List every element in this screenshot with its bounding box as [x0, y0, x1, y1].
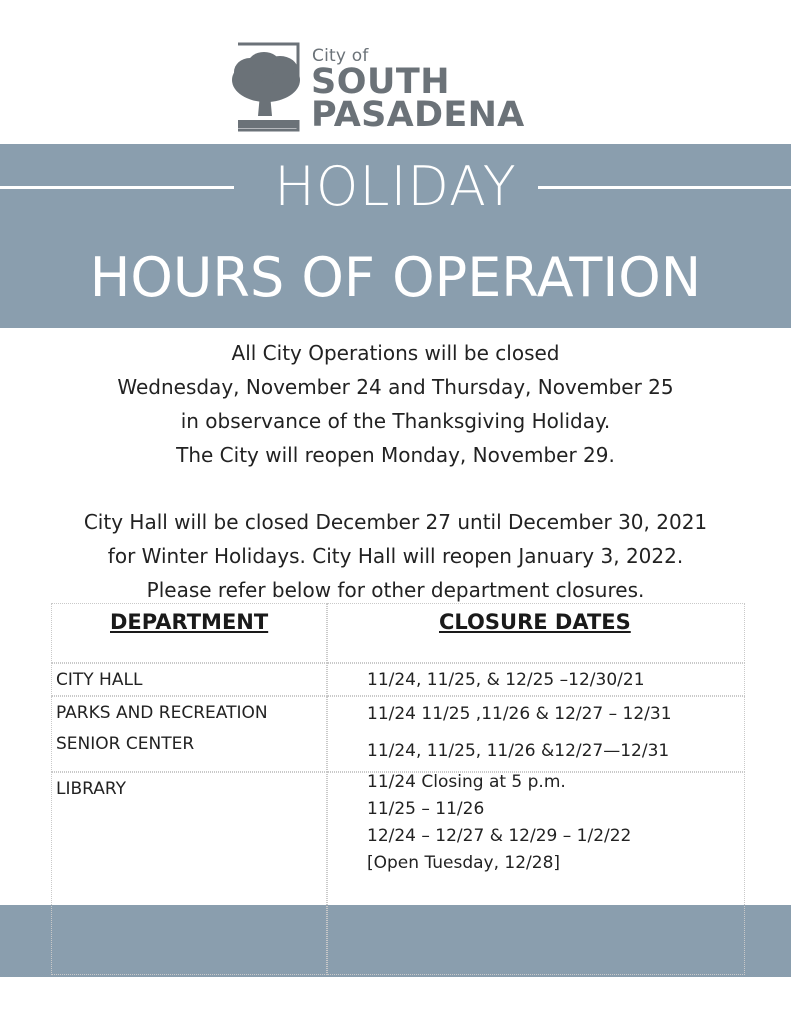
table-row: [51, 772, 327, 975]
title-banner: [0, 144, 791, 328]
city-logo: [228, 42, 558, 136]
row-dates: 11/24, 11/25, & 12/25 –12/30/21: [367, 670, 645, 690]
table-header-cell: [327, 603, 745, 663]
notice-line: City Hall will be closed December 27 until December 30, 2021: [83, 510, 708, 534]
row-department: CITY HALL: [56, 670, 143, 690]
thanksgiving-notice: [0, 336, 791, 472]
notice-line: Please refer below for other department closures.: [146, 578, 645, 602]
banner-title-holiday: HOLIDAY: [274, 155, 517, 218]
notice-line: The City will reopen Monday, November 29.: [176, 443, 615, 467]
winter-notice: [0, 505, 791, 607]
notice-line: for Winter Holidays. City Hall will reopen January 3, 2022.: [107, 544, 684, 568]
header-closure-dates: CLOSURE DATES: [439, 610, 631, 634]
row-dates: 12/24 – 12/27 & 12/29 – 1/2/22: [367, 826, 632, 846]
row-dates: 11/24, 11/25, 11/26 &12/27—12/31: [367, 741, 670, 761]
logo-pasadena: PASADENA: [311, 95, 525, 135]
banner-title-hours: HOURS OF OPERATION: [89, 246, 702, 309]
row-dates: 11/24 Closing at 5 p.m.: [367, 772, 566, 792]
row-dates: [Open Tuesday, 12/28]: [367, 853, 561, 873]
row-department: SENIOR CENTER: [56, 734, 195, 754]
header-department: DEPARTMENT: [110, 610, 269, 634]
logo-south: SOUTH: [311, 62, 451, 102]
closure-table: [51, 603, 745, 975]
row-dates: 11/24 11/25 ,11/26 & 12/27 – 12/31: [367, 704, 672, 724]
logo-city-of: City of: [312, 46, 369, 66]
row-department: PARKS AND RECREATION: [56, 703, 268, 723]
notice-line: Wednesday, November 24 and Thursday, November 25: [117, 375, 674, 399]
row-dates: 11/25 – 11/26: [367, 799, 485, 819]
tree-icon: [228, 42, 302, 132]
row-department: LIBRARY: [56, 779, 127, 799]
notice-line: in observance of the Thanksgiving Holiday.: [180, 409, 611, 433]
table-header-cell: [51, 603, 327, 663]
notice-line: All City Operations will be closed: [231, 341, 560, 365]
